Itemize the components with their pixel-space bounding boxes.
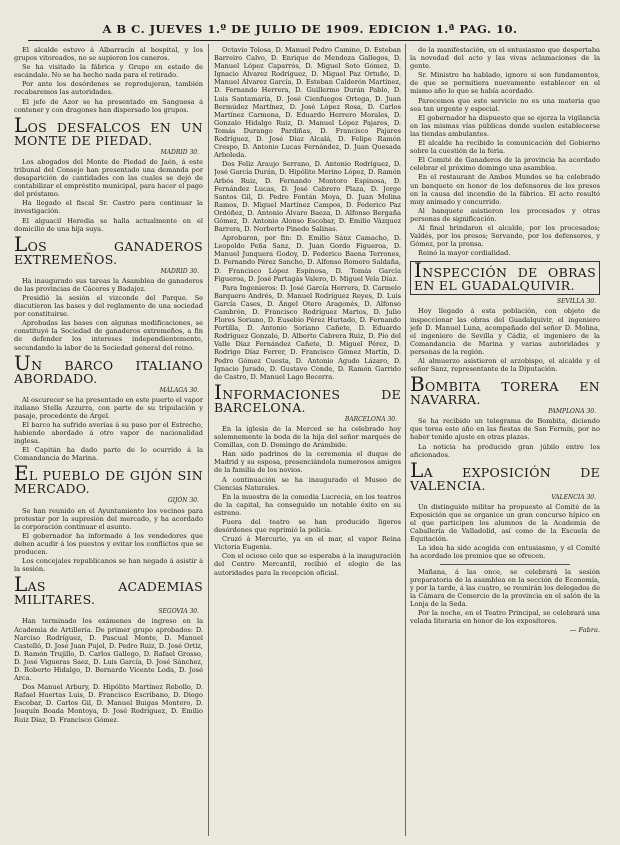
paragraph: Un distinguido militar ha propuesto al Comité de la Exposición que se organice un gran concurso hípico en el que participen los alumnos de la Academia de Caballería de Valladolid, así como de la Escuela de Equitación. [410, 502, 600, 544]
dateline: SEVILLA 30. [557, 298, 596, 306]
paragraph: Para Ingenieros: D. José García Herrera, D. Carmelo Barquero Andrés, D. Manuel Rodríguez Reyes, D. Luis García Cases, D. Ángel Otero Aragonés, D. Alfonso Cambrón, D. Francisco Rodríguez Martos, D. Julio Flores Soriano, D. Eusebio Pérez Hurtado, D. Fernando Portilla, D. Antonio Soriano Cañete, D. Eduardo Rodríguez Gonzalo, D. Alberto Cabrera Ruiz, D. Pío del Valle Díaz Fernández Cañete, D. Miguel Pérez, D. Rodrigo Díaz Ferrer, D. Francisco Gómez Martín, D. Pedro Gómez Cuesta, D. Antonio Agudo Lázaro, D. Ignacio Jurado, D. Gustavo Conde, D. Ramón Garrido de Castro, D. Manuel Lago Becerra. [214, 283, 401, 381]
paragraph: Octavio Tolosa, D. Manuel Pedro Camino, D. Esteban Barreiro Calvo, D. Enrique de Mendoza Gallegos, D. Manuel López Caparrós, D. Miguel Soto Gómez, D. Ignacio Álvarez Rodríguez, D. Miguel Paz Ortuño, D. Manuel Álvarez García, D. Esteban Calderón Martínez, D. Fernando Herrera, D. Guillermo Durán Pablo, D. Luis Santamaría, D. José Cienfuegos Ortega, D. Juan Bermúdez Martínez, D. José López Rosa, D. Carlos Martínez Carmona, D. Eduardo Herrero Morales, D. Gonzalo Hidalgo Ruiz, D. Manuel López Pajares, D. Tomás Durango Pardiñas, D. Francisco Pajares Rodríguez, D. José Díaz Alcalá, D. Felipe Ramón Crespo, D. Antonio Lucas Fernández, D. Juan Quesada Arboleda. [214, 46, 401, 160]
dateline: BARCELONA 30. [344, 415, 397, 423]
paragraph: El Comité de Ganaderos de la provincia ha acordado celebrar el próximo domingo una asamblea. [410, 156, 600, 173]
article-headline: LAS ACADEMIAS MILITARES. [14, 572, 203, 608]
paragraph: En el restaurant de Ambos Mundos se ha celebrado un banquete en honor de los defensores de los presos en la causa del incendio de la fábrica. El acto resultó muy animado y concurrido. [410, 173, 600, 206]
paragraph: Sr. Ministro ha hablado, ignoro si son fundamentos, de que se permitiera nuevamente establecer en el mismo año lo que se había acordado. [410, 71, 600, 96]
paragraph: Al almuerzo asistieron el arzobispo, el alcalde y el señor Sanz, representante de la Diputación. [410, 357, 600, 374]
paragraph: Cruzó á Mercurio, ya en el mar, el vapor Reina Victoria Eugenia. [214, 535, 401, 552]
paragraph: Al final brindaron el alcalde, por los procesados; Valdés, por los presos; Servando, por los defensores, y Gómez, por la prensa. [410, 223, 600, 249]
paragraph: El Capitán ha dado parte de lo ocurrido á la Comandancia de Marina. [14, 446, 203, 463]
column-3 [410, 46, 600, 836]
paragraph: La noticia ha producido gran júbilo entre los aficionados. [410, 442, 600, 459]
paragraph: Por ante los desórdenes se reprodujeran, también recabaremos las autoridades. [14, 80, 203, 97]
paragraph: Se han reunido en el Ayuntamiento los vecinos para protestar por la supresión del mercado, y ha acordado la corporación continuar el asunto. [14, 506, 203, 531]
paragraph: Mañana, á las once, se celebrará la sesión preparatoria de la asamblea en la sección de Economía, y por la tarde, á las cuatro, se reunirán los delegados de la Cámara de Comercio de la provincia en el salón de la Lonja de la Seda. [410, 567, 600, 608]
paragraph: Se ha visitado la fábrica y Grupo en estado de escándalo. No se ha hecho nada para el retirado. [14, 63, 203, 80]
article-headline: BOMBITA TORERA EN NAVARRA. [410, 372, 600, 408]
article-headline: INFORMACIONES DE BARCELONA. [214, 379, 401, 415]
paragraph: Dos Manuel Arbury, D. Hipólito Martínez Rebollo, D. Rafael Huertas Luis, D. Francisco Escribano, D. Diego Escobar, D. Carlos Gil, D. Manuel Buigas Montero, D. Joaquín Boada Montoya, D. José Rodríguez, D. Emilio Ruiz Díaz, D. Francisco Gómez. [14, 683, 203, 724]
paragraph: Presidió la sesión el vizconde del Parque. Se discutieron las bases y del reglamento de una sociedad por constituirse. [14, 293, 203, 319]
paragraph: El alcalde estuvo á Albarracín al hospital, y los grupos vitoreados, no se supieron los caneros. [14, 46, 203, 63]
article-headline: EL PUEBLO DE GIJÓN SIN MERCADO. [14, 461, 203, 497]
paragraph: El barco ha sufrido averías á su paso por el Estrecho, habiendo abordado á otro vapor de nacionalidad inglesa. [14, 421, 203, 446]
paragraph: Han sido padrinos de la ceremonia el duque de Madrid y su esposa, presenciándola numerosos amigos de la familia de los novios. [214, 450, 401, 475]
paragraph: El alguacil Heredia se halla actualmente en el domicilio de una hija suya. [14, 216, 203, 233]
signature: — Fabra. [569, 626, 600, 635]
paragraph: de la manifestación, en el entusiasmo que despertaba la novedad del acto y las vivas aclamaciones de la gente. [410, 46, 600, 71]
paragraph: Fuera del teatro se han producido ligeros desórdenes que reprimió la policía. [214, 517, 401, 535]
column-rule [405, 44, 406, 836]
paragraph: Reinó la mayor cordialidad. [418, 249, 511, 258]
dateline: VALENCIA 30. [551, 493, 596, 501]
paragraph: Se ha recibido un telegrama de Bombita, diciendo que torea este año en las fiestas de San Fermín, por no haber tenido ajuste en otras plazas. [410, 417, 600, 442]
paragraph: Parecemos que este servicio no es una materia que sea tan urgente y especial. [410, 96, 600, 113]
paragraph: El gobernador ha informado á los vendedores que deben acudir á los puestos y evitar los conflictos que se producen. [14, 531, 203, 557]
article-headline: LA EXPOSICIÓN DE VALENCIA. [410, 457, 600, 493]
paragraph: Han terminado los exámenes de ingreso en la Academia de Artillería. De primer grupo aprobados: D. Narciso Rodríguez, D. Pascual Monte, D. Manuel Castelló, D. José Juan Pujol, D. Pedro Ruiz, D. José Ortiz, D. Ramón Trujillo, D. Carlos Gallego, D. Rafael Grosso, D. José Vigueras Saez, D. Luis García, D. José Sánchez, D. Roberto Hidalgo, D. Bernardo Vicente Loda, D. José Arca. [14, 617, 203, 683]
column-1 [14, 46, 203, 836]
paragraph: Hoy llegado á esta población, con objeto de inspeccionar las obras del Guadalquivir, el ingeniero jefe D. Manuel Luna, acompañado del señor D. Molina, el ingeniero de Sevilla y Cádiz, el ingeniero de la Comandancia de Marina y varias autoridades y personas de la región. [410, 307, 600, 356]
paragraph: Con el ocioso celo que se esperaba á la inauguración del Centro Mercantil, recibió el elogio de las autoridades para la recepción oficial. [214, 552, 401, 577]
paragraph: Los abogados del Monte de Piedad de Jaén, á este tribunal del Consejo han presentado una demanda por desaparición de cantidades con las cuales se dejó de contabilizar el empréstito municipal, para hacer el pago del préstamo. [14, 157, 203, 199]
paragraph: Aprobadas las bases con algunas modificaciones, se constituyó la Sociedad de ganaderos extremeños, a fin de defender los intereses independientemente, secundando la labor de la Sociedad general del reino. [14, 319, 203, 352]
paragraph: En la iglesia de la Merced se ha celebrado hoy solemnemente la boda de la hija del señor marqués de Comillas, con D. Domingo de Arámbide. [214, 424, 401, 450]
dateline: GIJÓN 30. [167, 497, 199, 505]
article-headline: INSPECCIÓN DE OBRAS EN EL GUADALQUIVIR. [410, 261, 600, 295]
dateline: MÁLAGA 30. [159, 386, 199, 394]
dateline: SEGOVIA 30. [158, 608, 199, 616]
paragraph: Aprobaron, por fin: D. Emilio Sánz Camacho, D. Leopoldo Peña Sanz, D. Juan Gordo Figueroa, D. Manuel Junquera Godoy, D. Federico Baena Terrones, D. Fernando Pérez Sancho, D. Alfonso Romero Saldaña, D. Francisco López Espinosa, D. Tomás García Figueroa, D. José Partagás Valero, D. Miguel Vela Díaz. [214, 234, 401, 283]
dateline: MADRID 30. [160, 267, 199, 275]
column-2 [214, 46, 401, 836]
article-headline: LOS GANADEROS EXTREMEÑOS. [14, 231, 203, 267]
column-rule [208, 44, 209, 836]
paragraph: Por la noche, en el Teatro Principal, se celebrará una velada literaria en honor de los expositores. [410, 608, 600, 626]
paragraph: El gobernador ha dispuesto que se ejerza la vigilancia en las mismas vías públicas donde suelen establecerse las tiendas ambulantes. [410, 113, 600, 138]
paragraph: El jefe de Azor se ha presentado en Sanguesa á contener y con dragones han dispersado los grupos. [14, 97, 203, 114]
page-header: A B C. JUEVES 1.º DE JULIO DE 1909. EDICION 1.ª PAG. 10. [28, 22, 592, 41]
paragraph: Al banquete asistieron los procesados y otras personas de significación. [410, 206, 600, 223]
paragraph: Ha llegado el fiscal Sr. Castro para continuar la investigación. [14, 199, 203, 216]
divider [440, 564, 570, 565]
paragraph: A continuación se ha inaugurado el Museo de Ciencias Naturales. [214, 475, 401, 492]
dateline: PAMPLONA 30. [548, 408, 596, 416]
paragraph: Dos Feliz Araujo Serrano, D. Antonio Rodríguez, D. José García Durán, D. Hipólito Merino López, D. Ramón Arbós Ruiz, D. Fernando Montoro Espinosa, D. Fernández Lucas, D. José Cabrero Plaza, D. Jorge Santos Gil, D. Pedro Fontán Moya, D. Juan Molina Ramos, D. Miguel Martínez Campos, D. Federico Paz Ordóñez, D. Antonio Álvaro Baeza, D. Alfonso Bergaña Gómez, D. Antonio Alonso Escobar, D. Emilio Vázquez Barrera, D. Norberto Pinedo Salinas. [214, 160, 401, 234]
paragraph: Los concejales republicanos se han negado á asistir á la sesión. [14, 557, 203, 574]
paragraph: El alcalde ha recibido la comunicación del Gobierno sobre la cuestión de la feria. [410, 139, 600, 156]
article-headline: UN BARCO ITALIANO ABORDADO. [14, 350, 203, 386]
article-headline: LOS DESFALCOS EN UN MONTE DE PIEDAD. [14, 112, 203, 148]
paragraph: Al oscurecer se ha presentado en este puerto el vapor italiano Stella Azzurra, con parte de su tripulación y pasaje, procedente de Argel. [14, 395, 203, 420]
paragraph: La idea ha sido acogida con entusiasmo, y el Comité ha acordado los premios que se ofrecen. [410, 544, 600, 561]
paragraph: En la muestra de la comedia Lucrecia, en los teatros de la capital, ha conseguido un notable éxito en su estreno. [214, 492, 401, 517]
paragraph: Ha inaugurado sus tareas la Asamblea de ganaderos de las provincias de Cáceres y Badajoz. [14, 276, 203, 293]
dateline: MADRID 30. [160, 148, 199, 156]
